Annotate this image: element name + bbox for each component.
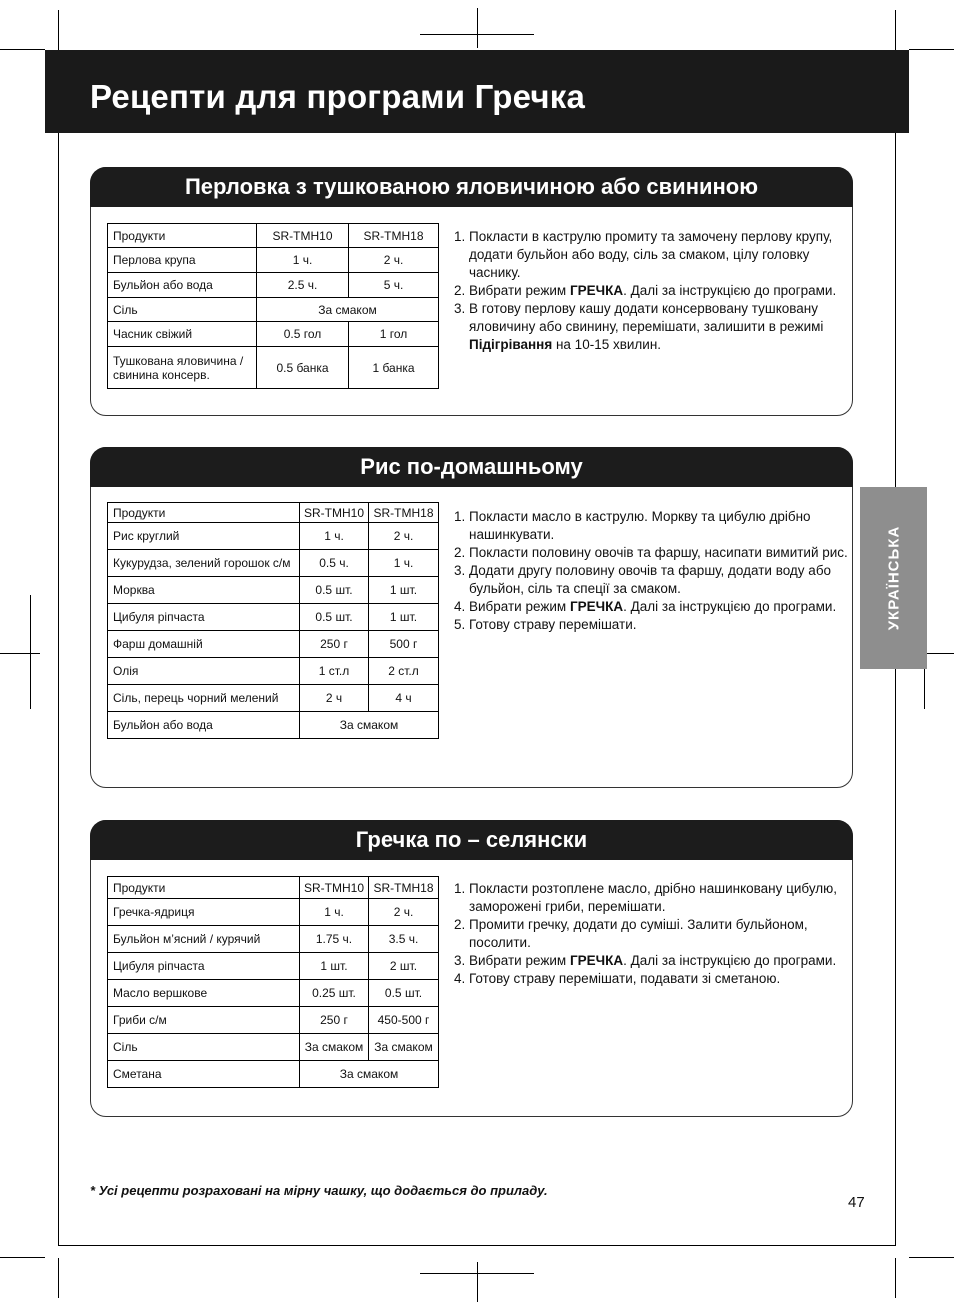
recipe-card-home-rice	[90, 447, 853, 788]
page-title: Рецепти для програми Гречка	[90, 78, 586, 115]
table-row: Гриби с/м 250 г 450-500 г	[108, 1007, 439, 1034]
recipe-card-village-buckwheat	[90, 820, 853, 1117]
recipe-header	[90, 447, 853, 487]
recipe-title: Рис по-домашньому	[360, 454, 583, 479]
recipe-steps	[453, 508, 854, 634]
table-row: Сіль За смаком За смаком	[108, 1034, 439, 1061]
recipe-step: 3. Додати другу половину овочів та фаршу, додати воду або бульйон, сіль та спеції за смаком.	[469, 562, 854, 598]
recipe-header	[90, 167, 853, 207]
table-row: Масло вершкове 0.25 шт. 0.5 шт.	[108, 980, 439, 1007]
recipe-step: 2. Промити гречку, додати до суміші. Залити бульйоном, посолити.	[469, 916, 854, 952]
recipe-step: 1. Покласти масло в каструлю. Моркву та цибулю дрібно нашинкувати.	[469, 508, 854, 544]
language-tab: УКРАЇНСЬКА	[860, 487, 927, 669]
ingredients-table	[107, 876, 439, 1088]
table-row: Перлова крупа 1 ч. 2 ч.	[108, 248, 439, 273]
ingredients-table	[107, 223, 439, 389]
table-header-row: Продукти SR-TMH10 SR-TMH18	[108, 877, 439, 899]
page-number: 47	[848, 1194, 865, 1211]
recipe-title: Гречка по – селянски	[355, 827, 588, 852]
table-row: Цибуля ріпчаста 1 шт. 2 шт.	[108, 953, 439, 980]
table-row: Сіль, перець чорний мелений 2 ч 4 ч	[108, 685, 439, 712]
recipe-step: 1. Покласти в каструлю промиту та замочену перлову крупу, додати бульйон або воду, сіль за смаком, цілу головку часнику.	[469, 228, 854, 282]
table-row: Сметана За смаком	[108, 1061, 439, 1088]
ingredients-table	[107, 502, 439, 739]
table-row: Бульйон м’ясний / курячий 1.75 ч. 3.5 ч.	[108, 926, 439, 953]
table-row: Олія 1 ст.л 2 ст.л	[108, 658, 439, 685]
table-row: Сіль За смаком	[108, 298, 439, 322]
table-row: Рис круглий 1 ч. 2 ч.	[108, 523, 439, 550]
table-header-row: Продукти SR-TMH10 SR-TMH18	[108, 503, 439, 523]
recipe-step: 5. Готову страву перемішати.	[469, 616, 854, 634]
recipe-steps	[453, 228, 854, 354]
recipe-step: 4. Готову страву перемішати, подавати зі сметаною.	[469, 970, 854, 988]
table-row: Тушкована яловичина / свинина консерв. 0.5 банка 1 банка	[108, 347, 439, 389]
recipe-title: Перловка з тушкованою яловичиною або свининою	[184, 174, 759, 199]
recipe-header	[90, 820, 853, 860]
table-row: Бульйон або вода 2.5 ч. 5 ч.	[108, 273, 439, 298]
recipe-step: 1. Покласти розтоплене масло, дрібно нашинковану цибулю, заморожені гриби, перемішати.	[469, 880, 854, 916]
footnote: * Усі рецепти розраховані на мірну чашку, що додається до приладу.	[90, 1183, 548, 1198]
table-row: Кукурудза, зелений горошок с/м 0.5 ч. 1 ч.	[108, 550, 439, 577]
table-row: Гречка-ядриця 1 ч. 2 ч.	[108, 899, 439, 926]
table-row: Цибуля ріпчаста 0.5 шт. 1 шт.	[108, 604, 439, 631]
recipe-step: 3. В готову перлову кашу додати консервовану тушковану яловичину або свинину, перемішати, залишити в режимі Підігрівання на 10-15 хвилин.	[469, 300, 854, 354]
recipe-step: 3. Вибрати режим ГРЕЧКА. Далі за інструкцією до програми.	[469, 952, 854, 970]
recipe-card-pearl-barley	[90, 167, 853, 416]
recipe-steps	[453, 880, 854, 988]
table-row: Фарш домашній 250 г 500 г	[108, 631, 439, 658]
table-row: Морква 0.5 шт. 1 шт.	[108, 577, 439, 604]
recipe-step: 2. Покласти половину овочів та фаршу, насипати вимитий рис.	[469, 544, 854, 562]
table-row: Часник свіжий 0.5 гол 1 гол	[108, 322, 439, 347]
table-header-row: Продукти SR-TMH10 SR-TMH18	[108, 224, 439, 248]
recipe-step: 2. Вибрати режим ГРЕЧКА. Далі за інструкцією до програми.	[469, 282, 854, 300]
table-row: Бульйон або вода За смаком	[108, 712, 439, 739]
recipe-step: 4. Вибрати режим ГРЕЧКА. Далі за інструкцією до програми.	[469, 598, 854, 616]
